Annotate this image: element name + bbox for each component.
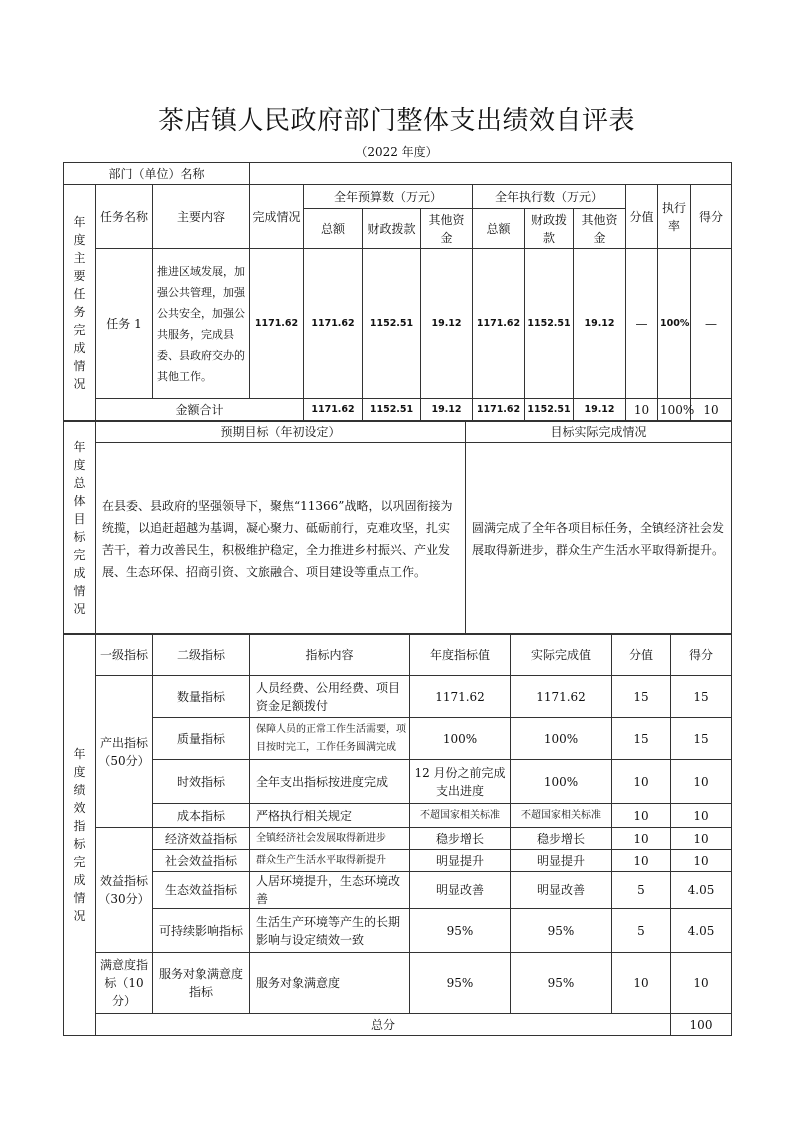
header-budget-fiscal: 财政拨款: [363, 209, 421, 249]
sum-exec-total: 1171.62: [473, 399, 525, 422]
row-score-value: 10: [612, 850, 671, 872]
header-indicator-content: 指标内容: [250, 634, 410, 676]
row-content: 服务对象满意度: [250, 953, 410, 1014]
task-score: —: [691, 249, 732, 399]
section1-side-label-text: 年度主要任务完成情况: [73, 215, 86, 391]
year-subtitle: （2022 年度）: [355, 145, 438, 159]
task-done: 1171.62: [250, 249, 304, 399]
row-level2: 数量指标: [153, 676, 250, 718]
row-level2: 社会效益指标: [153, 850, 250, 872]
header-done: 完成情况: [250, 185, 304, 249]
header-indicator-score-value: 分值: [612, 634, 671, 676]
row-score: 15: [671, 676, 732, 718]
row-level2: 可持续影响指标: [153, 909, 250, 953]
row-actual: 明显提升: [511, 850, 612, 872]
row-content: 生活生产环境等产生的长期影响与设定绩效一致: [250, 909, 410, 953]
section3-side-label: [64, 634, 96, 1036]
row-score: 10: [671, 760, 732, 804]
header-level2: 二级指标: [153, 634, 250, 676]
task-exec-fiscal: 1152.51: [525, 249, 574, 399]
actual-header: 目标实际完成情况: [466, 421, 732, 443]
sum-budget-total: 1171.62: [304, 399, 363, 422]
row-score-value: 15: [612, 718, 671, 760]
sum-budget-other: 19.12: [421, 399, 473, 422]
row-level2: 服务对象满意度指标: [153, 953, 250, 1014]
expected-header: 预期目标（年初设定）: [96, 421, 466, 443]
task-budget-fiscal: 1152.51: [363, 249, 421, 399]
header-actual: 实际完成值: [511, 634, 612, 676]
row-score: 4.05: [671, 909, 732, 953]
sum-label: 金额合计: [96, 399, 304, 422]
row-target: 95%: [410, 953, 511, 1014]
task-exec-other: 19.12: [574, 249, 626, 399]
task-name: 任务 1: [96, 249, 153, 399]
row-content: 全年支出指标按进度完成: [250, 760, 410, 804]
row-score: 10: [671, 953, 732, 1014]
row-score-value: 10: [612, 828, 671, 850]
row-score-value: 5: [612, 872, 671, 909]
sum-exec-fiscal: 1152.51: [525, 399, 574, 422]
section2-side-label: [64, 421, 96, 635]
row-target: 100%: [410, 718, 511, 760]
row-score: 15: [671, 718, 732, 760]
header-task-name: 任务名称: [96, 185, 153, 249]
row-score-value: 15: [612, 676, 671, 718]
row-content: 人居环境提升，生态环境改善: [250, 872, 410, 909]
row-actual: 1171.62: [511, 676, 612, 718]
sum-exec-other: 19.12: [574, 399, 626, 422]
dept-value: [250, 163, 732, 185]
row-score: 10: [671, 828, 732, 850]
row-score-value: 10: [612, 804, 671, 828]
row-score: 10: [671, 850, 732, 872]
row-content: 全镇经济社会发展取得新进步: [250, 828, 410, 850]
row-target: 稳步增长: [410, 828, 511, 850]
task-exec-rate: 100%: [658, 249, 691, 399]
row-score: 4.05: [671, 872, 732, 909]
row-target: 95%: [410, 909, 511, 953]
group-satisfaction: 满意度指标（10分）: [96, 953, 153, 1014]
row-level2: 质量指标: [153, 718, 250, 760]
goal-table: [63, 420, 732, 635]
row-content: 严格执行相关规定: [250, 804, 410, 828]
row-target: 不超国家相关标准: [410, 804, 511, 828]
header-content: 主要内容: [153, 185, 250, 249]
header-level1: 一级指标: [96, 634, 153, 676]
row-actual: 100%: [511, 760, 612, 804]
header-exec-other: 其他资金: [574, 209, 626, 249]
row-score-value: 10: [612, 760, 671, 804]
task-table: [63, 162, 732, 422]
row-actual: 100%: [511, 718, 612, 760]
dept-label: 部门（单位）名称: [64, 163, 250, 185]
task-content: 推进区域发展，加强公共管理，加强公共安全，加强公共服务，完成县委、县政府交办的其他工作。: [153, 249, 250, 399]
header-budget-total: 总额: [304, 209, 363, 249]
row-level2: 成本指标: [153, 804, 250, 828]
row-target: 明显改善: [410, 872, 511, 909]
group-benefit: 效益指标（30分）: [96, 828, 153, 953]
header-exec-total: 总额: [473, 209, 525, 249]
row-content: 人员经费、公用经费、项目资金足额拨付: [250, 676, 410, 718]
section1-side-label: [64, 185, 96, 422]
task-exec-total: 1171.62: [473, 249, 525, 399]
row-target: 12 月份之前完成支出进度: [410, 760, 511, 804]
task-score-value: —: [626, 249, 658, 399]
row-target: 1171.62: [410, 676, 511, 718]
sum-score-value: 10: [626, 399, 658, 422]
task-budget-total: 1171.62: [304, 249, 363, 399]
row-level2: 生态效益指标: [153, 872, 250, 909]
actual-text: 圆满完成了全年各项目标任务，全镇经济社会发展取得新进步，群众生产生活水平取得新提升。: [466, 443, 732, 635]
indicator-table: [63, 633, 732, 1036]
row-score-value: 5: [612, 909, 671, 953]
header-target: 年度指标值: [410, 634, 511, 676]
sum-score: 10: [691, 399, 732, 422]
expected-text: 在县委、县政府的坚强领导下，聚焦“11366”战略，以巩固衔接为统揽，以追赶超越为基调，凝心聚力、砥砺前行，克难攻坚，扎实苦干，着力改善民生，积极维护稳定，全力推进乡村振兴、产业发展、生态环保、招商引资、文旅融合、项目建设等重点工作。: [96, 443, 466, 635]
header-exec-group: 全年执行数（万元）: [473, 185, 626, 209]
row-content: 群众生产生活水平取得新提升: [250, 850, 410, 872]
row-target: 明显提升: [410, 850, 511, 872]
row-level2: 时效指标: [153, 760, 250, 804]
row-score: 10: [671, 804, 732, 828]
header-exec-fiscal: 财政拨款: [525, 209, 574, 249]
header-budget-group: 全年预算数（万元）: [304, 185, 473, 209]
page-title: 茶店镇人民政府部门整体支出绩效自评表: [157, 106, 635, 136]
sum-exec-rate: 100%: [658, 399, 691, 422]
row-actual: 95%: [511, 953, 612, 1014]
task-budget-other: 19.12: [421, 249, 473, 399]
row-content: 保障人员的正常工作生活需要，项目按时完工，工作任务圆满完成: [250, 718, 410, 760]
total-label: 总分: [96, 1014, 671, 1036]
row-score-value: 10: [612, 953, 671, 1014]
row-level2: 经济效益指标: [153, 828, 250, 850]
section3-side-label-text: 年度绩效指标完成情况: [73, 746, 86, 923]
sum-budget-fiscal: 1152.51: [363, 399, 421, 422]
header-score: 得分: [691, 185, 732, 249]
row-actual: 不超国家相关标准: [511, 804, 612, 828]
header-score-value: 分值: [626, 185, 658, 249]
total-score-value: 100: [671, 1014, 732, 1036]
header-budget-other: 其他资金: [421, 209, 473, 249]
header-indicator-score: 得分: [671, 634, 732, 676]
header-exec-rate: 执行率: [658, 185, 691, 249]
row-actual: 95%: [511, 909, 612, 953]
group-output: 产出指标（50分）: [96, 676, 153, 828]
section2-side-label-text: 年度总体目标完成情况: [73, 439, 86, 616]
row-actual: 稳步增长: [511, 828, 612, 850]
row-actual: 明显改善: [511, 872, 612, 909]
